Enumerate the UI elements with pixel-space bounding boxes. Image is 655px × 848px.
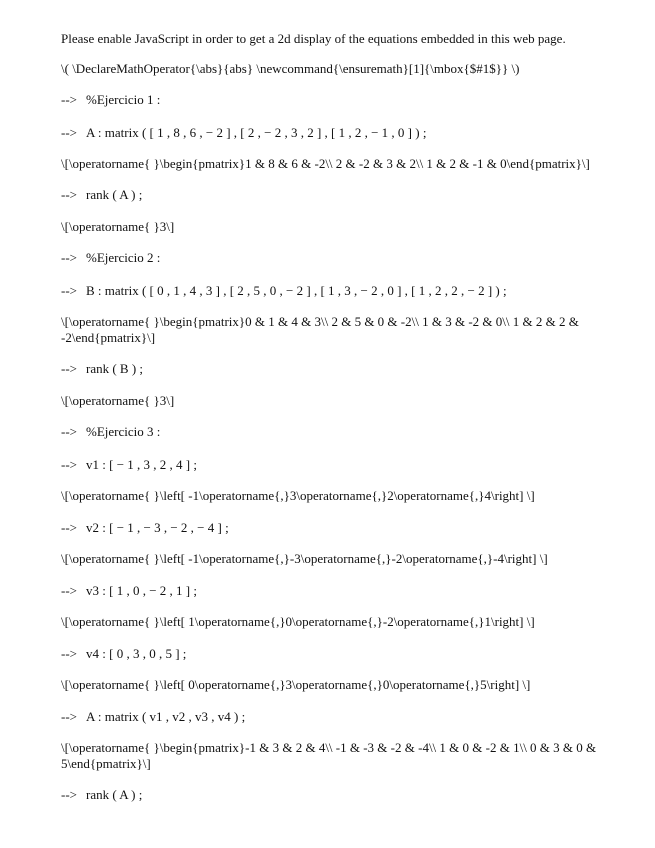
prompt-arrow: --> <box>61 250 77 265</box>
input-line-rank-a-final <box>61 787 609 803</box>
output-line-matrix-a: \[\operatorname{ }\begin{pmatrix}1 & 8 & 6 & -2\\ 2 & -2 & 3 & 2\\ 1 & 2 & -1 & 0\end{pmatrix}\] <box>61 156 590 171</box>
output-line-v2: \[\operatorname{ }\left[ -1\operatorname{,}-3\operatorname{,}-2\operatorname{,}-4\right] \] <box>61 551 548 566</box>
input-text: v1 : [ − 1 , 3 , 2 , 4 ] ; <box>86 457 197 472</box>
prompt-arrow: --> <box>61 424 77 439</box>
input-line-matrix-a <box>61 125 609 141</box>
input-line-matrix-b <box>61 283 609 299</box>
prompt-arrow: --> <box>61 583 77 598</box>
input-line-ejercicio-3 <box>61 424 609 440</box>
input-text: v2 : [ − 1 , − 3 , − 2 , − 4 ] ; <box>86 520 229 535</box>
prompt-arrow: --> <box>61 92 77 107</box>
output-line-rank-b: \[\operatorname{ }3\] <box>61 393 175 408</box>
input-text: A : matrix ( [ 1 , 8 , 6 , − 2 ] , [ 2 , − 2 , 3 , 2 ] , [ 1 , 2 , − 1 , 0 ] ) ; <box>86 125 427 140</box>
prompt-arrow: --> <box>61 187 77 202</box>
input-text: rank ( A ) ; <box>86 187 143 202</box>
javascript-notice: Please enable JavaScript in order to get a 2d display of the equations embedded in this web page. <box>61 31 566 46</box>
latex-preamble: \( \DeclareMathOperator{\abs}{abs} \newcommand{\ensuremath}[1]{\mbox{$#1$}} \) <box>61 61 520 76</box>
output-line-v4: \[\operatorname{ }\left[ 0\operatorname{,}3\operatorname{,}0\operatorname{,}5\right] \] <box>61 677 531 692</box>
input-line-v1 <box>61 457 609 473</box>
input-line-ejercicio-1 <box>61 92 609 108</box>
input-text: v4 : [ 0 , 3 , 0 , 5 ] ; <box>86 646 187 661</box>
output-line-matrix-a-vectors: \[\operatorname{ }\begin{pmatrix}-1 & 3 & 2 & 4\\ -1 & -3 & -2 & -4\\ 1 & 0 & -2 & 1\\ 0 & 3 & 0 & 5\end{pmatrix}\] <box>61 740 600 771</box>
input-text: %Ejercicio 2 : <box>86 250 161 265</box>
prompt-arrow: --> <box>61 709 77 724</box>
input-line-rank-b <box>61 361 609 377</box>
input-text: A : matrix ( v1 , v2 , v3 , v4 ) ; <box>86 709 246 724</box>
prompt-arrow: --> <box>61 283 77 298</box>
prompt-arrow: --> <box>61 787 77 802</box>
prompt-arrow: --> <box>61 457 77 472</box>
input-line-v4 <box>61 646 609 662</box>
input-line-rank-a <box>61 187 609 203</box>
input-text: v3 : [ 1 , 0 , − 2 , 1 ] ; <box>86 583 197 598</box>
input-text: rank ( A ) ; <box>86 787 143 802</box>
prompt-arrow: --> <box>61 646 77 661</box>
input-text: %Ejercicio 3 : <box>86 424 161 439</box>
output-line-v1: \[\operatorname{ }\left[ -1\operatorname{,}3\operatorname{,}2\operatorname{,}4\right] \] <box>61 488 535 503</box>
output-line-rank-a: \[\operatorname{ }3\] <box>61 219 175 234</box>
input-text: %Ejercicio 1 : <box>86 92 161 107</box>
input-text: rank ( B ) ; <box>86 361 144 376</box>
output-line-matrix-b: \[\operatorname{ }\begin{pmatrix}0 & 1 & 4 & 3\\ 2 & 5 & 0 & -2\\ 1 & 3 & -2 & 0\\ 1 & 2 & 2 & -2\end{pmatrix}\] <box>61 314 583 345</box>
output-line-v3: \[\operatorname{ }\left[ 1\operatorname{,}0\operatorname{,}-2\operatorname{,}1\right] \] <box>61 614 535 629</box>
prompt-arrow: --> <box>61 520 77 535</box>
input-line-v2 <box>61 520 609 536</box>
input-line-v3 <box>61 583 609 599</box>
input-line-ejercicio-2 <box>61 250 609 266</box>
input-line-matrix-a-vectors <box>61 709 609 725</box>
prompt-arrow: --> <box>61 361 77 376</box>
prompt-arrow: --> <box>61 125 77 140</box>
input-text: B : matrix ( [ 0 , 1 , 4 , 3 ] , [ 2 , 5 , 0 , − 2 ] , [ 1 , 3 , − 2 , 0 ] , [ 1 , 2 , 2 , − 2 ] ) ; <box>86 283 507 298</box>
